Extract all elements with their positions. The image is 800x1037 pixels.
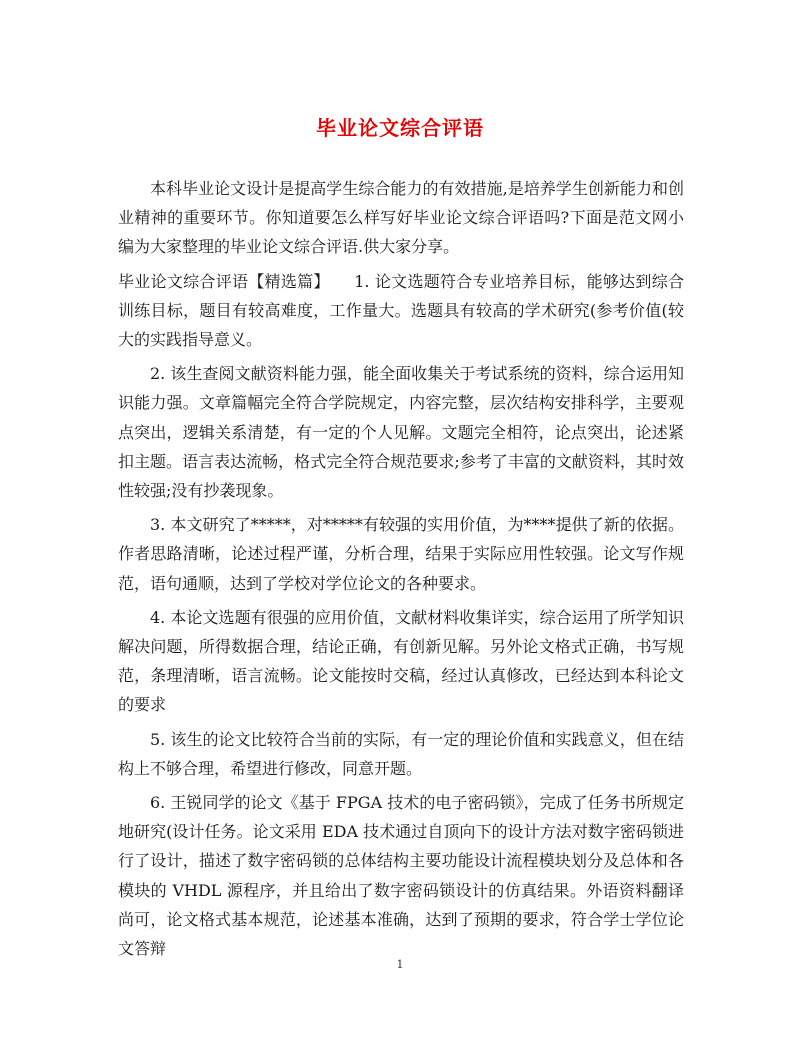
comment-paragraph-4: 4. 本论文选题有很强的应用价值，文献材料收集详实，综合运用了所学知识解决问题，所得数据合理，结论正确，有创新见解。另外论文格式正确，书写规范，条理清晰，语言流畅。论文能按时交稿，经过认真修改，已经达到本科论文的要求 (118, 607, 684, 715)
document-title: 毕业论文综合评语 (316, 116, 484, 140)
comment-paragraph-6: 6. 王锐同学的论文《基于 FPGA 技术的电子密码锁》，完成了任务书所规定地研究(设计任务。论文采用 EDA 技术通过自顶向下的设计方法对数字密码锁进行了设计，描述了数字密码锁的总体结构主要功能设计流程模块划分及总体和各模块的 VHDL 源程序，并且给出了数字密码锁设计的仿真结果。外语资料翻译尚可，论文格式基本规范，论述基本准确，达到了预期的要求，符合学士学位论文答辩 (118, 793, 684, 959)
intro-paragraph: 本科毕业论文设计是提高学生综合能力的有效措施,是培养学生创新能力和创业精神的重要环节。你知道要怎么样写好毕业论文综合评语吗?下面是范文网小编为大家整理的毕业论文综合评语.供大家分享。 (118, 179, 684, 257)
comment-paragraph-5: 5. 该生的论文比较符合当前的实际，有一定的理论价值和实践意义，但在结构上不够合理，希望进行修改，同意开题。 (118, 729, 684, 778)
page-number: 1 (396, 958, 404, 971)
comment-paragraph-1: 毕业论文综合评语【精选篇】 1. 论文选题符合专业培养目标，能够达到综合训练目标，题目有较高难度，工作量大。选题具有较高的学术研究(参考价值(较大的实践指导意义。 (118, 271, 684, 350)
comment-paragraph-3: 3. 本文研究了*****，对*****有较强的实用价值，为****提供了新的依据。作者思路清晰，论述过程严谨，分析合理，结果于实际应用性较强。论文写作规范，语句通顺，达到了学校对学位论文的各种要求。 (118, 515, 684, 593)
comment-paragraph-2: 2. 该生查阅文献资料能力强，能全面收集关于考试系统的资料，综合运用知识能力强。文章篇幅完全符合学院规定，内容完整，层次结构安排科学，主要观点突出，逻辑关系清楚，有一定的个人见解。文题完全相符，论点突出，论述紧扣主题。语言表达流畅，格式完全符合规范要求;参考了丰富的文献资料，其时效性较强;没有抄袭现象。 (118, 364, 684, 501)
document-body (118, 174, 684, 968)
